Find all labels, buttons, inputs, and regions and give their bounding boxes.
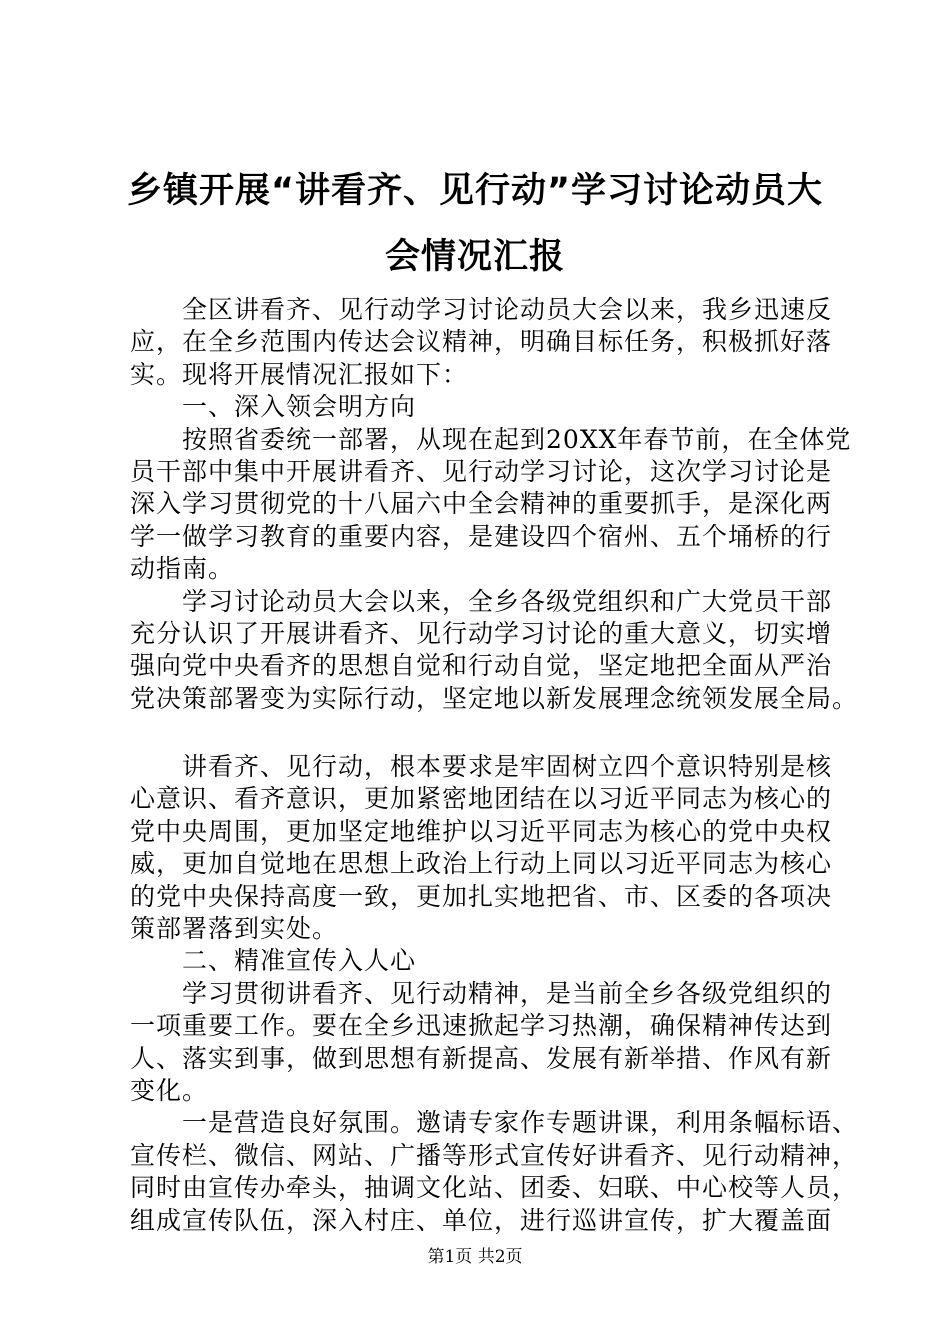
paragraph-line: 员干部中集中开展讲看齐、见行动学习讨论，这次学习讨论是: [130, 456, 833, 486]
paragraph-line: 一是营造良好氛围。邀请专家作专题讲课，利用条幅标语、: [182, 1108, 859, 1138]
title-line-2: 会情况汇报: [384, 237, 565, 277]
paragraph-line: 应，在全乡范围内传达会议精神，明确目标任务，积极抓好落: [130, 327, 833, 357]
paragraph-line: 学一做学习教育的重要内容，是建设四个宿州、五个埇桥的行: [130, 521, 833, 551]
paragraph-line: 的党中央保持高度一致，更加扎实地把省、市、区委的各项决: [130, 881, 833, 911]
paragraph-line: 宣传栏、微信、网站、广播等形式宣传好讲看齐、见行动精神，: [130, 1140, 859, 1170]
paragraph-line: 人、落实到事，做到思想有新提高、发展有新举措、作风有新: [130, 1043, 833, 1073]
paragraph-line: 充分认识了开展讲看齐、见行动学习讨论的重大意义，切实增: [130, 618, 833, 648]
paragraph-line: 讲看齐、见行动，根本要求是牢固树立四个意识特别是核: [182, 752, 833, 782]
paragraph-gap: [130, 715, 830, 751]
paragraph-line: 动指南。: [130, 554, 235, 584]
section-heading: 二、精准宣传入人心: [182, 946, 417, 976]
paragraph-line: 心意识、看齐意识，更加紧密地团结在以习近平同志为核心的: [130, 784, 833, 814]
paragraph-line: 同时由宣传办牵头，抽调文化站、团委、妇联、中心校等人员，: [130, 1173, 859, 1203]
title-line-1: 乡镇开展“讲看齐、见行动”学习讨论动员大: [126, 171, 823, 211]
document-body: [130, 294, 859, 1237]
document-title: [110, 158, 840, 290]
paragraph-line: 威，更加自觉地在思想上政治上行动上同以习近平同志为核心: [130, 849, 833, 879]
paragraph-line: 全区讲看齐、见行动学习讨论动员大会以来，我乡迅速反: [182, 295, 833, 324]
paragraph-line: 强向党中央看齐的思想自觉和行动自觉，坚定地把全面从严治: [130, 651, 833, 681]
paragraph-line: 深入学习贯彻党的十八届六中全会精神的重要抓手，是深化两: [130, 489, 833, 519]
paragraph-line: 学习讨论动员大会以来，全乡各级党组织和广大党员干部: [182, 586, 833, 616]
paragraph-line: 变化。: [130, 1075, 209, 1105]
paragraph-line: 党决策部署变为实际行动，坚定地以新发展理念统领发展全局。: [130, 683, 859, 713]
paragraph-line: 党中央周围，更加坚定地维护以习近平同志为核心的党中央权: [130, 816, 833, 846]
paragraph-line: 一项重要工作。要在全乡迅速掀起学习热潮，确保精神传达到: [130, 1011, 833, 1041]
page-footer: 第1页 共2页: [427, 1247, 523, 1267]
paragraph-line: 组成宣传队伍，深入村庄、单位，进行巡讲宣传，扩大覆盖面: [130, 1205, 833, 1235]
section-heading: 一、深入领会明方向: [182, 392, 417, 422]
paragraph-line: 实。现将开展情况汇报如下：: [130, 359, 469, 389]
paragraph-line: 策部署落到实处。: [130, 914, 339, 944]
paragraph-line: 按照省委统一部署，从现在起到20XX年春节前，在全体党: [182, 424, 852, 454]
paragraph-line: 学习贯彻讲看齐、见行动精神，是当前全乡各级党组织的: [182, 978, 833, 1008]
